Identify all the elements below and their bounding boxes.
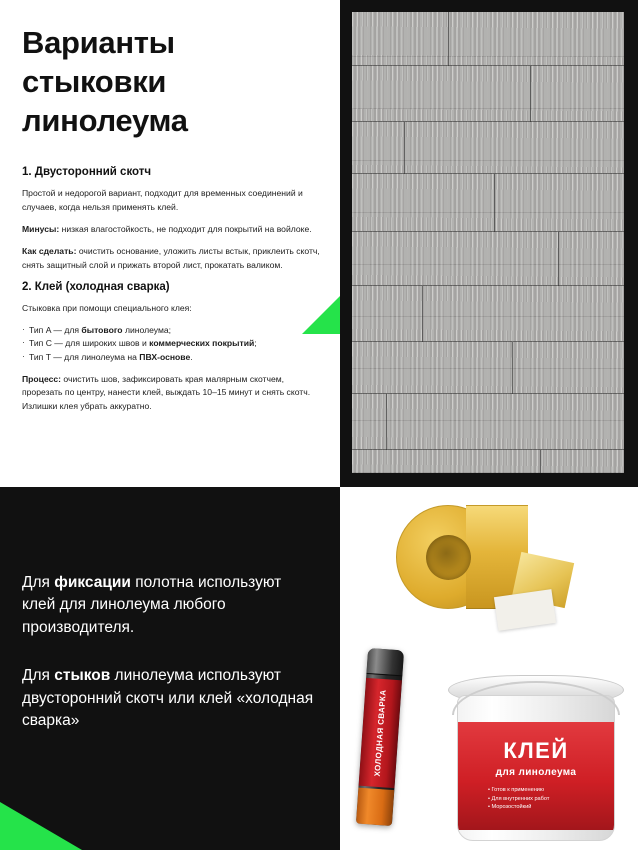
- tape-roll-core: [426, 535, 471, 580]
- glue-type-list: [22, 324, 320, 364]
- page-title: [22, 24, 320, 140]
- list-item: · Тип T — для линолеума на ПВХ-основе.: [22, 351, 320, 364]
- bucket-subtitle: для линолеума: [495, 767, 577, 778]
- list-item: · Тип C — для широких швов и коммерческих покрытий;: [22, 337, 320, 350]
- tube-cap: [366, 648, 404, 676]
- summary-paragraph-1: [22, 572, 314, 639]
- summary-panel: [0, 487, 340, 850]
- section-1: [22, 166, 320, 272]
- green-accent-wedge-bottom: [0, 802, 82, 850]
- green-accent-wedge-top: [302, 296, 340, 334]
- bucket-body: [457, 695, 615, 841]
- section-2-intro: Стыковка при помощи специального клея:: [22, 302, 192, 313]
- article-text-panel: [0, 0, 340, 487]
- section-1-paragraph-2: Минусы: низкая влагостойкость, не подходит для покрытий на войлоке.: [22, 223, 312, 234]
- section-1-paragraph-1: Простой и недорогой вариант, подходит для временных соединений и случаев, когда нельзя применять клей.: [22, 188, 303, 212]
- glue-bucket: [448, 675, 624, 843]
- flooring-photo: [352, 12, 624, 473]
- section-2: [22, 281, 320, 413]
- tube-label: [359, 678, 402, 788]
- section-1-heading: 1. Двусторонний скотч: [22, 166, 152, 179]
- products-photo-panel: [340, 487, 638, 850]
- flooring-photo-panel: [340, 0, 638, 487]
- title-line-3: линолеума: [22, 102, 188, 138]
- title-line-1: Варианты: [22, 25, 175, 60]
- summary-text-1: Для фиксации полотна используют клей для линолеума любого производителя.: [22, 574, 282, 636]
- tube-label-text: ХОЛОДНАЯ СВАРКА: [372, 689, 388, 777]
- section-2-heading: 2. Клей (холодная сварка): [22, 280, 170, 293]
- bottom-section: [0, 487, 638, 850]
- bucket-label: [458, 722, 614, 830]
- section-1-paragraph-3: Как сделать: очистить основание, уложить листы встык, приклеить скотч, снять защитный слой и прижать второй лист, прокатать валиком.: [22, 246, 320, 270]
- summary-text-2: Для стыков линолеума используют двусторонний скотч или клей «холодная сварка»: [22, 667, 314, 730]
- tube-bottom: [356, 788, 394, 826]
- bucket-title: КЛЕЙ: [503, 738, 569, 763]
- double-sided-tape-photo: [368, 497, 618, 637]
- summary-paragraph-2: [22, 665, 314, 732]
- section-2-outro: Процесс: очистить шов, зафиксировать края малярным скотчем, прорезать по центру, нанести клей, выждать 10–15 минут и снять скотч. Излишки клея убрать аккуратно.: [22, 374, 311, 411]
- cold-weld-glue-tube: [356, 648, 404, 826]
- tape-backing-strip: [494, 589, 556, 631]
- bucket-bullets: • Готов к применению • Для внутренних работ • Морозостойкий: [488, 787, 550, 811]
- list-item: · Тип A — для бытового линолеума;: [22, 324, 320, 337]
- title-line-2: стыковки: [22, 63, 167, 99]
